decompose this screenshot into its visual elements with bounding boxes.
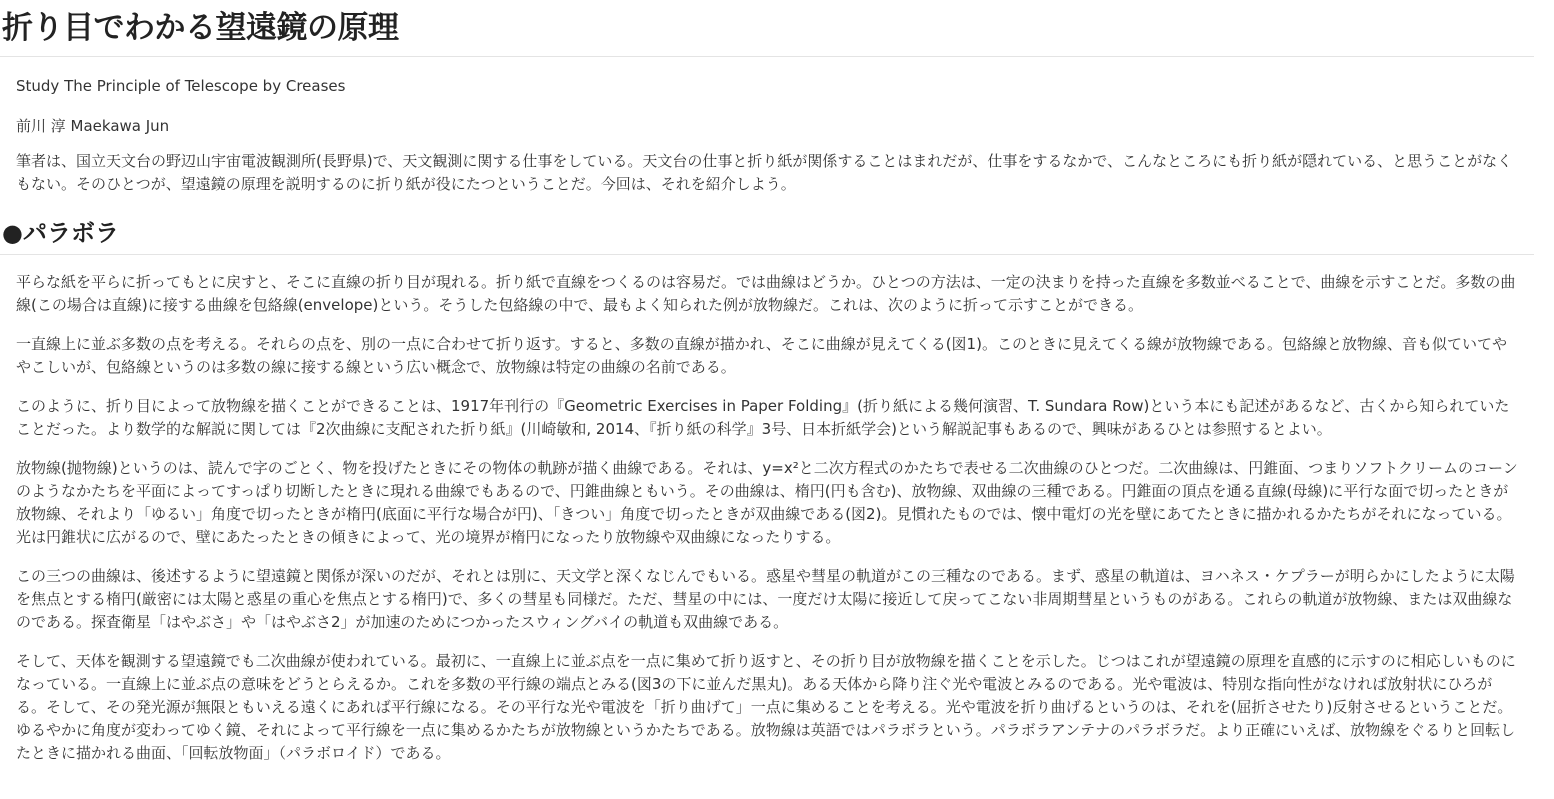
paragraph: そして、天体を観測する望遠鏡でも二次曲線が使われている。最初に、一直線上に並ぶ点を一点に集めて折り返すと、その折り目が放物線を描くことを示した。じつはこれが望遠鏡の原理を直感的に示すのに相応しいものになっている。一直線上に並ぶ点の意味をどうとらえるか。これを多数の平行線の端点とみる(図3の下に並んだ黒丸)。ある天体から降り注ぐ光や電波とみるのである。光や電波は、特別な指向性がなければ放射状にひろがる。そして、その発光源が無限ともいえる遠くにあれば平行線になる。その平行な光や電波を「折り曲げて」一点に集めることを考える。光や電波を折り曲げるというのは、それを(屈折させたり)反射させるということだ。ゆるやかに角度が変わってゆく鏡、それによって平行線を一点に集めるかたちが放物線というかたちである。放物線は英語ではパラボラという。パラボラアンテナのパラボラだ。より正確にいえば、放物線をぐるりと回転したときに描かれる曲面、「回転放物面」（パラボロイド）である。 bbox=[16, 652, 1516, 762]
author-name: 前川 淳 Maekawa Jun bbox=[16, 117, 170, 135]
page-title: 折り目でわかる望遠鏡の原理 bbox=[0, 0, 1534, 57]
section-heading: ●パラボラ bbox=[0, 210, 1534, 255]
paragraph: この三つの曲線は、後述するように望遠鏡と関係が深いのだが、それとは別に、天文学と深くなじんでもいる。惑星や彗星の軌道がこの三種なのである。まず、惑星の軌道は、ヨハネス・ケプラーが明らかにしたように太陽を焦点とする楕円(厳密には太陽と惑星の重心を焦点とする楕円)で、多くの彗星も同様だ。ただ、彗星の中には、一度だけ太陽に接近して戻ってこない非周期彗星というものがある。これらの軌道が放物線、または双曲線なのである。探査衛星「はやぶさ」や「はやぶさ2」が加速のためにつかったスウィングバイの軌道も双曲線である。 bbox=[16, 567, 1515, 631]
paragraph: このように、折り目によって放物線を描くことができることは、1917年刊行の『Geometric Exercises in Paper Folding』(折り紙による幾何演習、T. Sundara Row)という本にも記述があるなど、古くから知られていたことだった。より数学的な解説に関しては『2次曲線に支配された折り紙』(川崎敏和, 2014、『折り紙の科学』3号、日本折紙学会)という解説記事もあるので、興味があるひとは参照するとよい。 bbox=[16, 397, 1510, 438]
paragraph: 放物線(抛物線)というのは、読んで字のごとく、物を投げたときにその物体の軌跡が描く曲線である。それは、y=x²と二次方程式のかたちで表せる二次曲線のひとつだ。二次曲線は、円錐面、つまりソフトクリームのコーンのようなかたちを平面によってすっぱり切断したときに現れる曲線でもあるので、円錐曲線ともいう。その曲線は、楕円(円も含む)、放物線、双曲線の三種である。円錐面の頂点を通る直線(母線)に平行な面で切ったときが放物線、それより「ゆるい」角度で切ったときが楕円(底面に平行な場合が円)、「きつい」角度で切ったときが双曲線である(図2)。見慣れたものでは、懐中電灯の光を壁にあてたときに描かれるかたちがそれになっている。光は円錐状に広がるので、壁にあたったときの傾きによって、光の境界が楕円になったり放物線や双曲線になったりする。 bbox=[16, 459, 1518, 546]
english-subtitle: Study The Principle of Telescope by Creases bbox=[16, 77, 346, 95]
paragraph: 一直線上に並ぶ多数の点を考える。それらの点を、別の一点に合わせて折り返す。すると、多数の直線が描かれ、そこに曲線が見えてくる(図1)。このときに見えてくる線が放物線である。包絡線と放物線、音も似ていてややこしいが、包絡線というのは多数の線に接する線という広い概念で、放物線は特定の曲線の名前である。 bbox=[16, 335, 1507, 376]
section-parabola bbox=[0, 210, 1534, 765]
paragraph: 平らな紙を平らに折ってもとに戻すと、そこに直線の折り目が現れる。折り紙で直線をつくるのは容易だ。では曲線はどうか。ひとつの方法は、一定の決まりを持った直線を多数並べることで、曲線を示すことだ。多数の曲線(この場合は直線)に接する曲線を包絡線(envelope)という。そうした包絡線の中で、最もよく知られた例が放物線だ。これは、次のように折って示すことができる。 bbox=[16, 273, 1516, 314]
intro-paragraph: 筆者は、国立天文台の野辺山宇宙電波観測所(長野県)で、天文観測に関する仕事をしている。天文台の仕事と折り紙が関係することはまれだが、仕事をするなかで、こんなところにも折り紙が隠れている、と思うことがなくもない。そのひとつが、望遠鏡の原理を説明するのに折り紙が役にたつということだ。今回は、それを紹介しよう。 bbox=[16, 152, 1513, 193]
